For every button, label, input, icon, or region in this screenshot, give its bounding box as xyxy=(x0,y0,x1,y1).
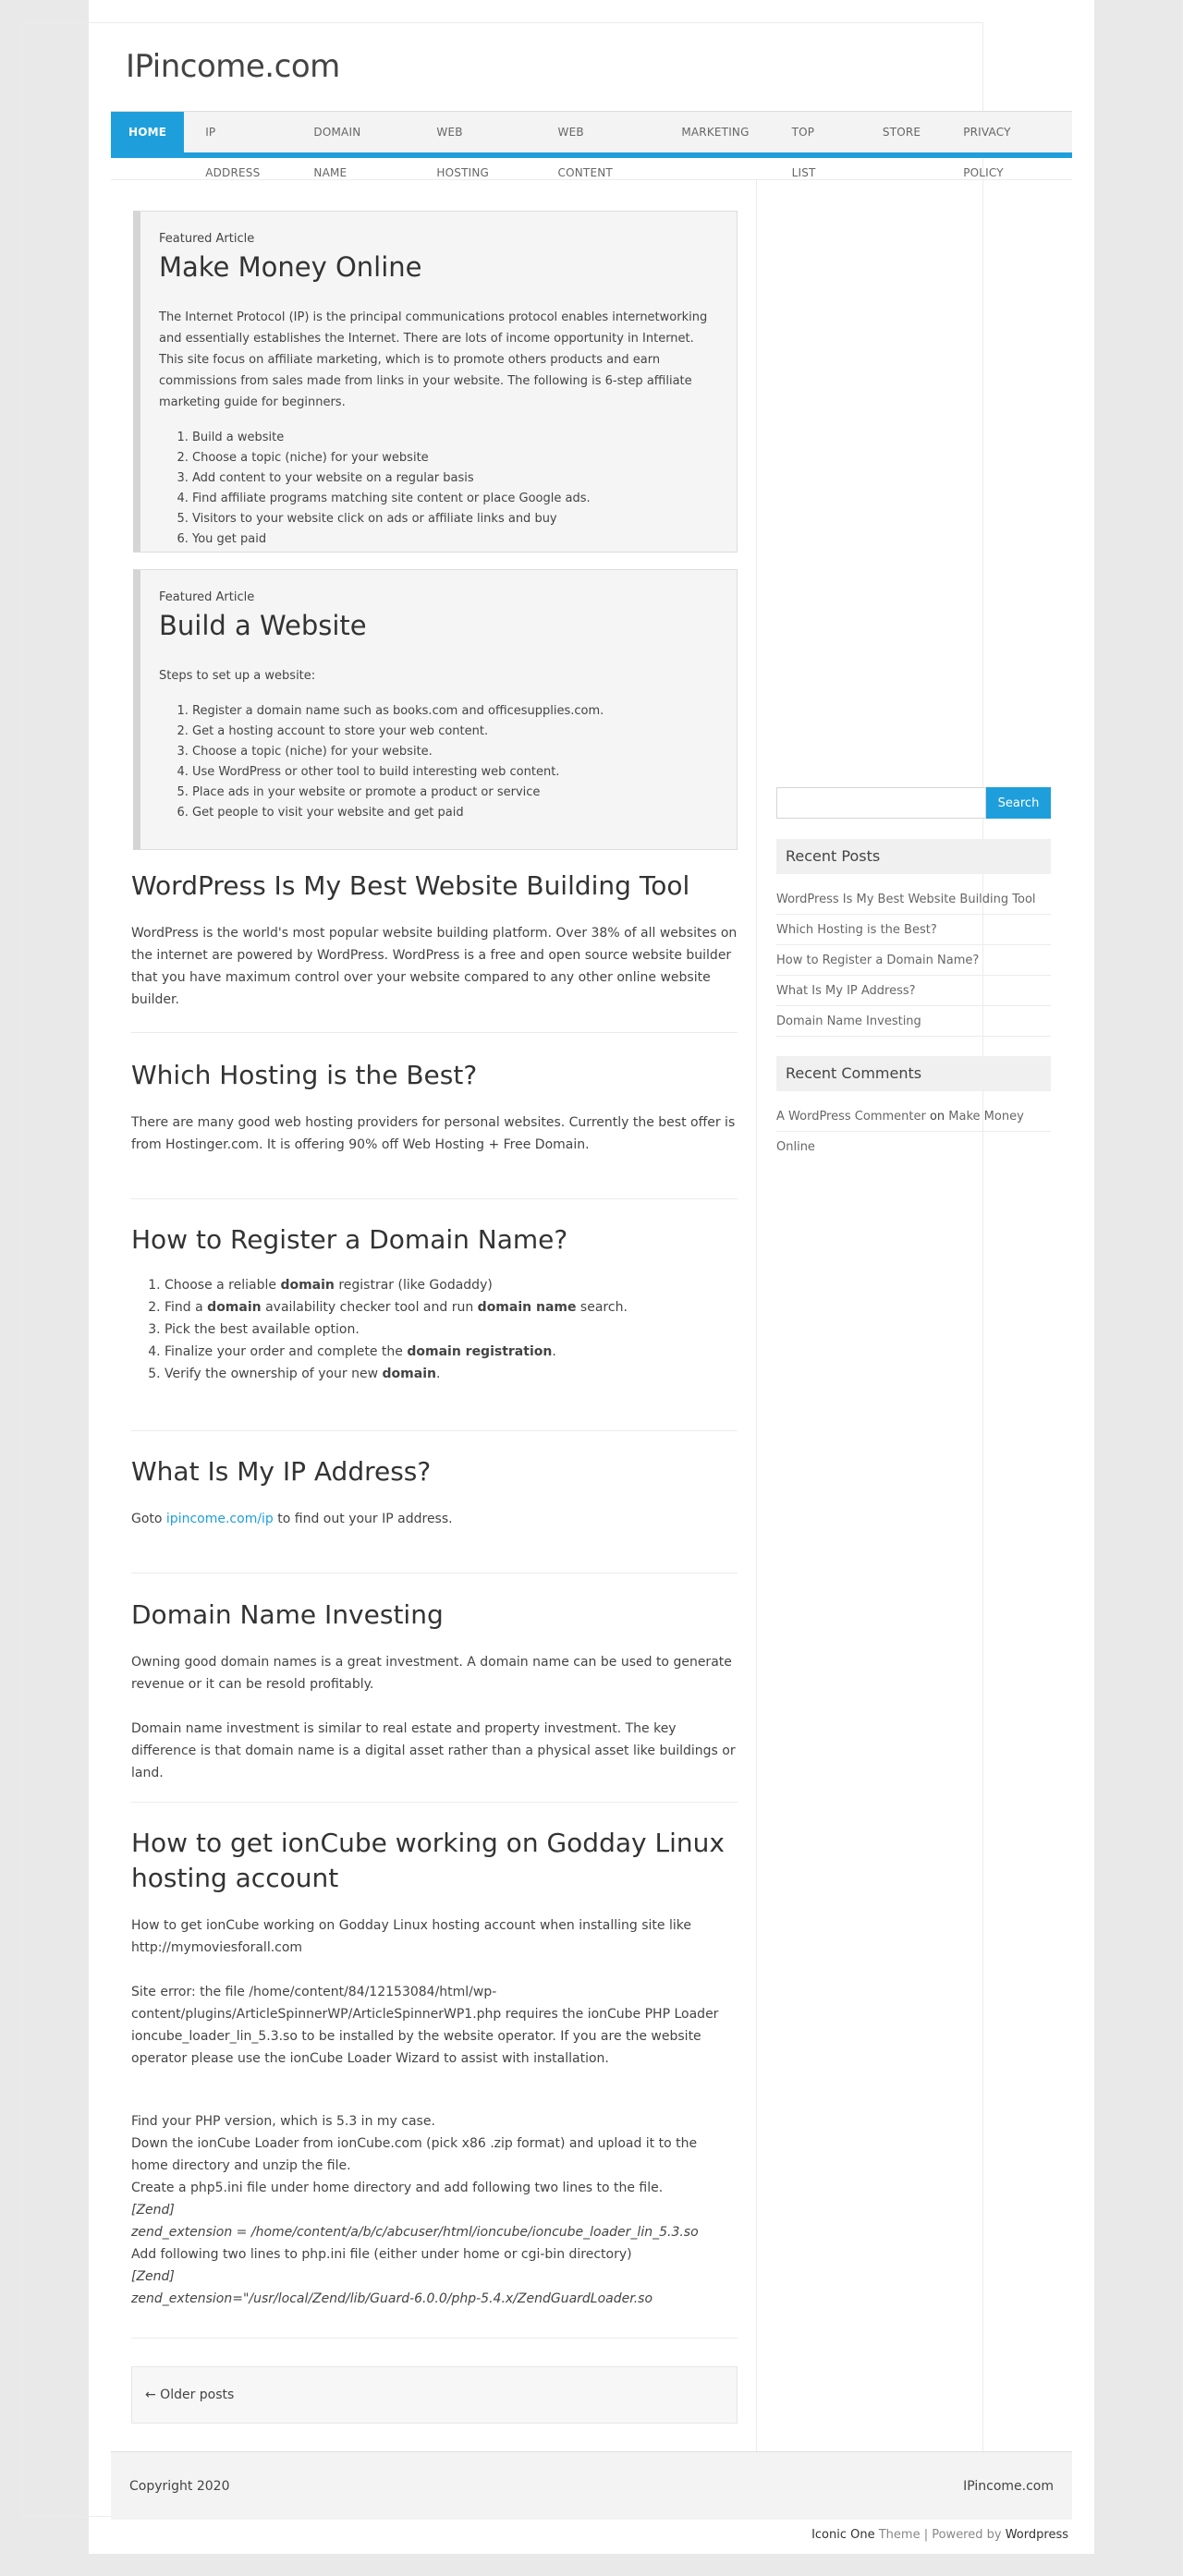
recent-comments-title: Recent Comments xyxy=(776,1056,1051,1091)
featured-kicker: Featured Article xyxy=(159,232,255,246)
post-line: zend_extension = /home/content/a/b/c/abcuser/html/ioncube/ioncube_loader_lin_5.3.so xyxy=(131,2225,699,2240)
featured-steps xyxy=(192,701,718,823)
list-item: 5. Visitors to your website click on ads or affiliate links and buy xyxy=(192,509,718,529)
theme-credit: Iconic One Theme | Powered by Wordpress xyxy=(811,2528,1068,2542)
register-steps xyxy=(165,1274,738,1385)
featured-title[interactable]: Build a Website xyxy=(159,610,367,641)
post-line: Create a php5.ini file under home directory and add following two lines to the file. xyxy=(131,2181,664,2195)
nav-item-home[interactable]: HOME xyxy=(111,112,184,152)
post-line: [Zend] xyxy=(131,2203,175,2218)
list-item: 6. Get people to visit your website and get paid xyxy=(192,803,718,823)
post-body: Site error: the file /home/content/84/12153084/html/wp-content/plugins/ArticleSpinnerWP/ArticleSpinnerWP1.php requires the ionCube PHP Loader ioncube_loader_lin_5.3.so to be installed by the website operator. If you are the website operator please use the ionCube Loader Wizard to assist with installation. xyxy=(131,1985,719,2066)
main-navigation xyxy=(111,111,1072,179)
recent-posts-title: Recent Posts xyxy=(776,839,1051,874)
recent-posts-list xyxy=(776,884,1051,1037)
recent-post-link[interactable]: Domain Name Investing xyxy=(776,1006,1051,1037)
site-title[interactable]: IPincome.com xyxy=(126,48,340,85)
footer-site-link[interactable]: IPincome.com xyxy=(963,2479,1054,2494)
sidebar-divider xyxy=(756,179,757,2452)
nav-item-top-list[interactable]: TOP LIST xyxy=(791,126,816,179)
post-wordpress xyxy=(131,869,738,1011)
featured-article-build-website xyxy=(133,569,738,850)
post-line: Down the ionCube Loader from ionCube.com (pick x86 .zip format) and upload it to the home directory and unzip the file. xyxy=(131,2136,698,2173)
recent-post-link[interactable]: Which Hosting is the Best? xyxy=(776,915,1051,945)
featured-title[interactable]: Make Money Online xyxy=(159,251,422,283)
search-button[interactable]: Search xyxy=(986,787,1051,819)
featured-steps xyxy=(192,428,718,550)
post-title[interactable]: How to Register a Domain Name? xyxy=(131,1224,568,1255)
list-item: 2. Get a hosting account to store your web content. xyxy=(192,722,718,742)
post-hosting xyxy=(131,1058,738,1156)
post-title[interactable]: Domain Name Investing xyxy=(131,1599,444,1630)
list-item: 3. Add content to your website on a regular basis xyxy=(192,468,718,489)
post-separator xyxy=(131,1430,738,1431)
list-item: 4. Find affiliate programs matching site content or place Google ads. xyxy=(192,489,718,509)
post-separator xyxy=(131,1573,738,1574)
list-item: 6. You get paid xyxy=(192,529,718,550)
post-line: [Zend] xyxy=(131,2269,175,2284)
post-domain-investing xyxy=(131,1598,738,1784)
nav-accent-bar xyxy=(111,152,1072,158)
list-item: 2. Find a domain availability checker tool and run domain name search. xyxy=(165,1296,738,1318)
featured-article-make-money xyxy=(133,211,738,553)
list-item: 1. Choose a reliable domain registrar (like Godaddy) xyxy=(165,1274,738,1296)
recent-comment: A WordPress Commenter on Make Money Online xyxy=(776,1101,1051,1132)
post-body: Goto ipincome.com/ip to find out your IP address. xyxy=(131,1512,453,1526)
featured-kicker: Featured Article xyxy=(159,590,255,604)
featured-intro: The Internet Protocol (IP) is the principal communications protocol enables internetworking and essentially establishes the Internet. There are lots of income opportunity in Internet. This site focus on affiliate marketing, which is to promote others products and earn commissions from sales made from links in your website. The following is 6-step affiliate marketing guide for beginners. xyxy=(159,310,708,409)
ip-lookup-link[interactable]: ipincome.com/ip xyxy=(165,1512,274,1526)
post-title[interactable]: WordPress Is My Best Website Building Tool xyxy=(131,870,690,901)
copyright-text: Copyright 2020 xyxy=(129,2479,230,2494)
nav-item-domain-name[interactable]: DOMAIN NAME xyxy=(313,126,361,179)
list-item: 3. Choose a topic (niche) for your website. xyxy=(192,742,718,762)
featured-intro: Steps to set up a website: xyxy=(159,669,316,683)
post-body: How to get ionCube working on Godday Linux hosting account when installing site like http://mymoviesforall.com xyxy=(131,1918,691,1955)
post-line: zend_extension="/usr/local/Zend/lib/Guard-6.0.0/php-5.4.x/ZendGuardLoader.so xyxy=(131,2291,653,2306)
post-separator xyxy=(131,1032,738,1033)
post-separator xyxy=(131,1198,738,1199)
list-item: 1. Register a domain name such as books.com and officesupplies.com. xyxy=(192,701,718,722)
recent-post-link[interactable]: WordPress Is My Best Website Building Tool xyxy=(776,884,1051,915)
list-item: 2. Choose a topic (niche) for your website xyxy=(192,448,718,468)
post-register-domain xyxy=(131,1222,738,1385)
post-ioncube xyxy=(131,1826,738,2310)
post-ip-address xyxy=(131,1454,738,1530)
list-item: 3. Pick the best available option. xyxy=(165,1318,738,1341)
post-title[interactable]: What Is My IP Address? xyxy=(131,1456,432,1487)
post-body: WordPress is the world's most popular website building platform. Over 38% of all websites on the internet are powered by WordPress. WordPress is a free and open source website builder that you have maximum control over your website compared to any other online website builder. xyxy=(131,926,738,1007)
nav-item-privacy-policy[interactable]: PRIVACY POLICY xyxy=(963,126,1011,179)
post-line: Find your PHP version, which is 5.3 in my case. xyxy=(131,2114,435,2129)
list-item: 4. Use WordPress or other tool to build interesting web content. xyxy=(192,762,718,783)
search-input[interactable] xyxy=(776,787,986,819)
comment-author-link[interactable]: A WordPress Commenter xyxy=(776,1110,926,1124)
recent-comments-list xyxy=(776,1101,1051,1154)
older-posts-link[interactable]: ← Older posts xyxy=(131,2366,738,2424)
nav-item-marketing[interactable]: MARKETING xyxy=(681,126,750,139)
post-body: There are many good web hosting providers for personal websites. Currently the best offer is from Hostinger.com. It is offering 90% off Web Hosting + Free Domain. xyxy=(131,1115,736,1152)
nav-item-web-hosting[interactable]: WEB HOSTING xyxy=(436,126,490,179)
post-title[interactable]: How to get ionCube working on Godday Linux hosting account xyxy=(131,1828,725,1893)
recent-post-link[interactable]: What Is My IP Address? xyxy=(776,976,1051,1006)
post-body: Domain name investment is similar to real estate and property investment. The key difference is that domain name is a digital asset rather than a physical asset like buildings or land. xyxy=(131,1721,736,1780)
list-item: 1. Build a website xyxy=(192,428,718,448)
post-separator xyxy=(131,1802,738,1803)
list-item: 5. Verify the ownership of your new domain. xyxy=(165,1363,738,1385)
nav-item-web-content[interactable]: WEB CONTENT xyxy=(557,126,613,179)
site-footer xyxy=(111,2451,1072,2520)
post-title[interactable]: Which Hosting is the Best? xyxy=(131,1060,478,1090)
list-item: 5. Place ads in your website or promote a product or service xyxy=(192,783,718,803)
wordpress-link[interactable]: Wordpress xyxy=(1005,2528,1068,2542)
theme-link[interactable]: Iconic One xyxy=(811,2528,875,2542)
nav-item-ip-address[interactable]: IP ADDRESS xyxy=(205,126,261,179)
list-item: 4. Finalize your order and complete the domain registration. xyxy=(165,1341,738,1363)
post-line: Add following two lines to php.ini file (either under home or cgi-bin directory) xyxy=(131,2247,632,2262)
comment-post-link[interactable]: Make Money Online xyxy=(776,1110,1024,1154)
nav-item-store[interactable]: STORE xyxy=(882,126,921,139)
post-separator xyxy=(131,2338,738,2339)
post-body: Owning good domain names is a great investment. A domain name can be used to generate revenue or it can be resold profitably. xyxy=(131,1655,732,1692)
recent-post-link[interactable]: How to Register a Domain Name? xyxy=(776,945,1051,976)
